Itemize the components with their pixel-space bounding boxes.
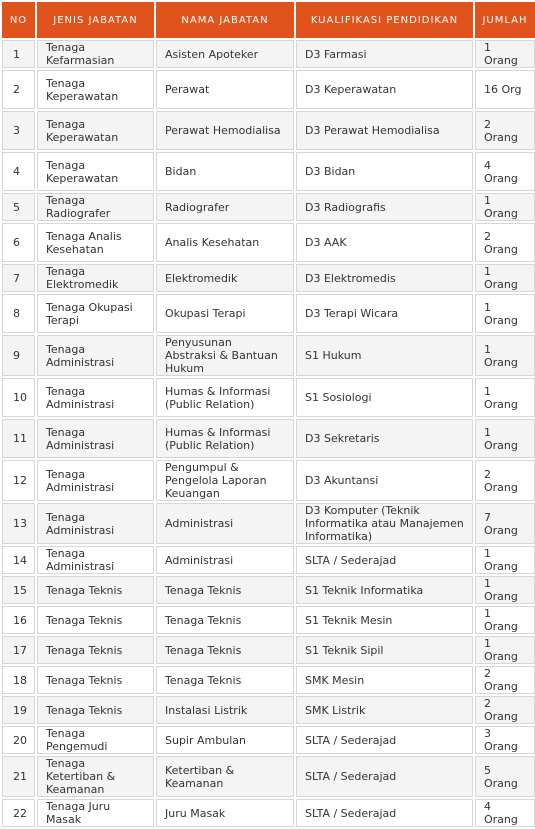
cell-jumlah: 1 Orang: [475, 193, 535, 221]
cell-nama-jabatan: Ketertiban & Keamanan: [156, 756, 294, 797]
table-row: [2, 546, 535, 574]
cell-jumlah: 1 Orang: [475, 378, 535, 417]
cell-jenis-jabatan: Tenaga Keperawatan: [37, 152, 154, 191]
cell-nama-jabatan: Juru Masak: [156, 799, 294, 827]
cell-no: 13: [2, 503, 35, 544]
cell-kualifikasi: D3 AAK: [296, 223, 473, 262]
cell-jenis-jabatan: Tenaga Okupasi Terapi: [37, 294, 154, 333]
cell-no: 10: [2, 378, 35, 417]
cell-no: 16: [2, 606, 35, 634]
cell-nama-jabatan: Asisten Apoteker: [156, 40, 294, 68]
cell-jenis-jabatan: Tenaga Teknis: [37, 576, 154, 604]
table-row: [2, 799, 535, 827]
cell-jumlah: 2 Orang: [475, 223, 535, 262]
cell-jumlah: 3 Orang: [475, 726, 535, 754]
cell-jumlah: 16 Org: [475, 70, 535, 109]
table-body: [2, 40, 535, 827]
cell-nama-jabatan: Okupasi Terapi: [156, 294, 294, 333]
cell-nama-jabatan: Pengumpul & Pengelola Laporan Keuangan: [156, 460, 294, 501]
cell-nama-jabatan: Elektromedik: [156, 264, 294, 292]
cell-no: 2: [2, 70, 35, 109]
cell-jumlah: 1 Orang: [475, 606, 535, 634]
cell-jumlah: 4 Orang: [475, 799, 535, 827]
cell-nama-jabatan: Bidan: [156, 152, 294, 191]
cell-nama-jabatan: Humas & Informasi (Public Relation): [156, 419, 294, 458]
cell-kualifikasi: SLTA / Sederajad: [296, 726, 473, 754]
cell-kualifikasi: S1 Hukum: [296, 335, 473, 376]
table-row: [2, 419, 535, 458]
cell-no: 7: [2, 264, 35, 292]
cell-nama-jabatan: Tenaga Teknis: [156, 576, 294, 604]
cell-kualifikasi: SLTA / Sederajad: [296, 546, 473, 574]
cell-kualifikasi: S1 Sosiologi: [296, 378, 473, 417]
cell-jumlah: 2 Orang: [475, 111, 535, 150]
table-row: [2, 111, 535, 150]
cell-nama-jabatan: Penyusunan Abstraksi & Bantuan Hukum: [156, 335, 294, 376]
cell-jumlah: 1 Orang: [475, 40, 535, 68]
cell-jenis-jabatan: Tenaga Administrasi: [37, 419, 154, 458]
cell-kualifikasi: S1 Teknik Informatika: [296, 576, 473, 604]
cell-jenis-jabatan: Tenaga Kefarmasian: [37, 40, 154, 68]
cell-nama-jabatan: Administrasi: [156, 503, 294, 544]
cell-nama-jabatan: Tenaga Teknis: [156, 606, 294, 634]
table-row: [2, 264, 535, 292]
cell-nama-jabatan: Radiografer: [156, 193, 294, 221]
cell-jenis-jabatan: Tenaga Pengemudi: [37, 726, 154, 754]
cell-jumlah: 7 Orang: [475, 503, 535, 544]
cell-jumlah: 1 Orang: [475, 294, 535, 333]
cell-nama-jabatan: Tenaga Teknis: [156, 636, 294, 664]
cell-jenis-jabatan: Tenaga Juru Masak: [37, 799, 154, 827]
table-row: [2, 696, 535, 724]
table-row: [2, 666, 535, 694]
table-row: [2, 756, 535, 797]
table-header: [2, 2, 535, 38]
cell-kualifikasi: D3 Terapi Wicara: [296, 294, 473, 333]
cell-jenis-jabatan: Tenaga Administrasi: [37, 335, 154, 376]
cell-no: 12: [2, 460, 35, 501]
table-row: [2, 606, 535, 634]
cell-kualifikasi: SLTA / Sederajad: [296, 756, 473, 797]
cell-jumlah: 1 Orang: [475, 576, 535, 604]
cell-nama-jabatan: Supir Ambulan: [156, 726, 294, 754]
header-kualifikasi-pendidikan: KUALIFIKASI PENDIDIKAN: [296, 2, 473, 38]
table-row: [2, 294, 535, 333]
cell-kualifikasi: D3 Farmasi: [296, 40, 473, 68]
cell-no: 15: [2, 576, 35, 604]
cell-no: 3: [2, 111, 35, 150]
cell-no: 8: [2, 294, 35, 333]
cell-kualifikasi: D3 Perawat Hemodialisa: [296, 111, 473, 150]
header-jenis-jabatan: JENIS JABATAN: [37, 2, 154, 38]
cell-jenis-jabatan: Tenaga Keperawatan: [37, 111, 154, 150]
cell-kualifikasi: S1 Teknik Sipil: [296, 636, 473, 664]
table-row: [2, 503, 535, 544]
cell-jenis-jabatan: Tenaga Teknis: [37, 636, 154, 664]
cell-jenis-jabatan: Tenaga Administrasi: [37, 546, 154, 574]
cell-nama-jabatan: Perawat: [156, 70, 294, 109]
table-row: [2, 223, 535, 262]
table-row: [2, 726, 535, 754]
table-row: [2, 70, 535, 109]
cell-jenis-jabatan: Tenaga Administrasi: [37, 503, 154, 544]
cell-kualifikasi: SMK Mesin: [296, 666, 473, 694]
cell-jumlah: 4 Orang: [475, 152, 535, 191]
cell-kualifikasi: SLTA / Sederajad: [296, 799, 473, 827]
cell-no: 22: [2, 799, 35, 827]
cell-jumlah: 5 Orang: [475, 756, 535, 797]
header-nama-jabatan: NAMA JABATAN: [156, 2, 294, 38]
cell-jumlah: 2 Orang: [475, 460, 535, 501]
table-row: [2, 636, 535, 664]
table-row: [2, 335, 535, 376]
cell-nama-jabatan: Instalasi Listrik: [156, 696, 294, 724]
cell-jenis-jabatan: Tenaga Radiografer: [37, 193, 154, 221]
cell-no: 17: [2, 636, 35, 664]
header-row: [2, 2, 535, 38]
table-row: [2, 576, 535, 604]
cell-jenis-jabatan: Tenaga Keperawatan: [37, 70, 154, 109]
cell-kualifikasi: D3 Radiografis: [296, 193, 473, 221]
table-row: [2, 193, 535, 221]
cell-jenis-jabatan: Tenaga Teknis: [37, 606, 154, 634]
cell-kualifikasi: D3 Keperawatan: [296, 70, 473, 109]
cell-no: 1: [2, 40, 35, 68]
header-no: NO: [2, 2, 35, 38]
cell-kualifikasi: D3 Bidan: [296, 152, 473, 191]
cell-no: 19: [2, 696, 35, 724]
cell-kualifikasi: D3 Akuntansi: [296, 460, 473, 501]
cell-no: 14: [2, 546, 35, 574]
cell-jenis-jabatan: Tenaga Teknis: [37, 666, 154, 694]
cell-nama-jabatan: Administrasi: [156, 546, 294, 574]
cell-jenis-jabatan: Tenaga Administrasi: [37, 460, 154, 501]
cell-no: 11: [2, 419, 35, 458]
cell-jumlah: 1 Orang: [475, 419, 535, 458]
cell-jumlah: 2 Orang: [475, 666, 535, 694]
cell-no: 20: [2, 726, 35, 754]
cell-jenis-jabatan: Tenaga Administrasi: [37, 378, 154, 417]
cell-nama-jabatan: Perawat Hemodialisa: [156, 111, 294, 150]
cell-kualifikasi: S1 Teknik Mesin: [296, 606, 473, 634]
table-row: [2, 460, 535, 501]
cell-jumlah: 1 Orang: [475, 546, 535, 574]
cell-nama-jabatan: Tenaga Teknis: [156, 666, 294, 694]
cell-no: 18: [2, 666, 35, 694]
cell-jenis-jabatan: Tenaga Elektromedik: [37, 264, 154, 292]
cell-kualifikasi: SMK Listrik: [296, 696, 473, 724]
header-jumlah: JUMLAH: [475, 2, 535, 38]
cell-jumlah: 1 Orang: [475, 264, 535, 292]
cell-no: 5: [2, 193, 35, 221]
table-row: [2, 152, 535, 191]
cell-no: 4: [2, 152, 35, 191]
cell-jumlah: 1 Orang: [475, 636, 535, 664]
cell-jenis-jabatan: Tenaga Analis Kesehatan: [37, 223, 154, 262]
cell-jenis-jabatan: Tenaga Ketertiban & Keamanan: [37, 756, 154, 797]
cell-jenis-jabatan: Tenaga Teknis: [37, 696, 154, 724]
cell-jumlah: 1 Orang: [475, 335, 535, 376]
cell-no: 21: [2, 756, 35, 797]
cell-no: 9: [2, 335, 35, 376]
table-row: [2, 40, 535, 68]
cell-kualifikasi: D3 Elektromedis: [296, 264, 473, 292]
table-row: [2, 378, 535, 417]
cell-nama-jabatan: Analis Kesehatan: [156, 223, 294, 262]
cell-no: 6: [2, 223, 35, 262]
cell-nama-jabatan: Humas & Informasi (Public Relation): [156, 378, 294, 417]
cell-kualifikasi: D3 Komputer (Teknik Informatika atau Manajemen Informatika): [296, 503, 473, 544]
cell-kualifikasi: D3 Sekretaris: [296, 419, 473, 458]
cell-jumlah: 2 Orang: [475, 696, 535, 724]
